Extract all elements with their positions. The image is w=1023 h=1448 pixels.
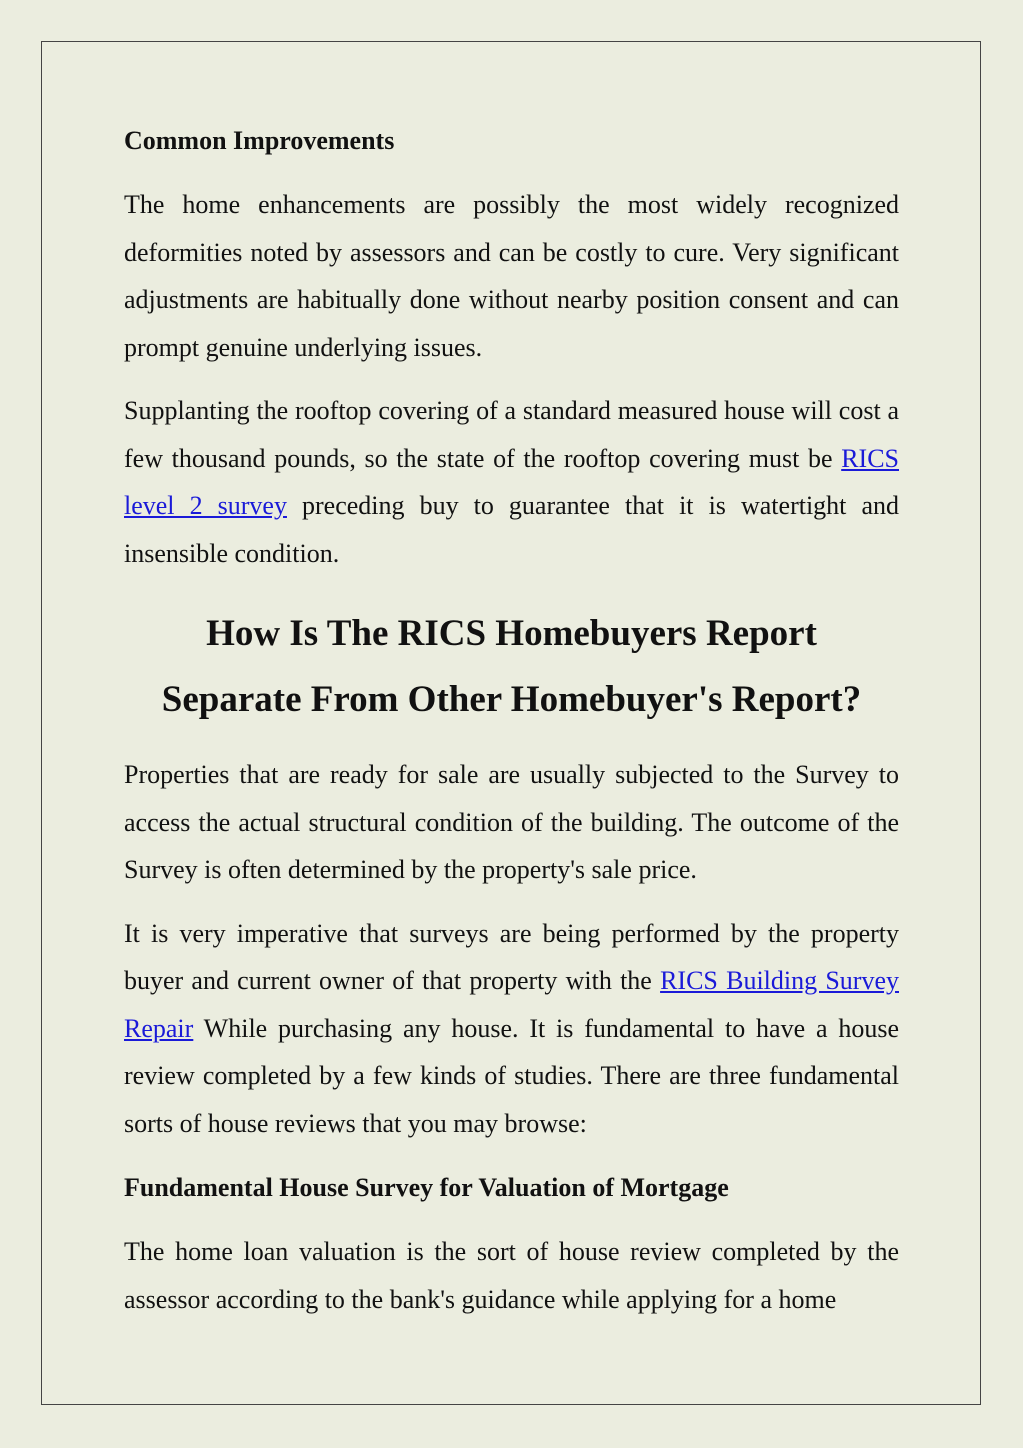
heading-line-1: How Is The RICS Homebuyers Report — [206, 613, 817, 654]
homebuyers-report-heading — [124, 601, 899, 733]
document-body — [124, 118, 899, 1323]
homebuyers-report-paragraph-1: Properties that are ready for sale are usually subjected to the Survey to access the actual structural condition of the building. The outcome of the Survey is often determined by the property's sale price. — [124, 760, 899, 884]
heading-line-2: Separate From Other Homebuyer's Report? — [161, 679, 862, 720]
common-improvements-paragraph-1: The home enhancements are possibly the most widely recognized deformities noted by assessors and can be costly to cure. Very significant adjustments are habitually done without nearby position consent and can prompt genuine underlying issues. — [124, 190, 899, 362]
paragraph-text: preceding buy to guarantee that it is watertight and insensible condition. — [124, 491, 899, 568]
paragraph-text: It is very imperative that surveys are being performed by the property buyer and current owner of that property with the — [124, 918, 899, 995]
paragraph-text: While purchasing any house. It is fundamental to have a house review completed by a few kinds of studies. There are three fundamental sorts of house reviews that you may browse: — [124, 1013, 899, 1138]
common-improvements-paragraph-2 — [124, 387, 899, 577]
mortgage-valuation-heading: Fundamental House Survey for Valuation of Mortgage — [124, 1173, 729, 1202]
common-improvements-heading: Common Improvements — [124, 126, 395, 155]
rics-building-survey-repair-link[interactable]: RICS Building Survey Repair — [124, 966, 899, 1043]
paragraph-text: Supplanting the rooftop covering of a standard measured house will cost a few thousand pounds, so the state of the rooftop covering must be — [124, 396, 899, 473]
mortgage-valuation-paragraph-1: The home loan valuation is the sort of house review completed by the assessor according to the bank's guidance while applying for a home — [124, 1237, 899, 1314]
homebuyers-report-paragraph-2 — [124, 910, 899, 1148]
rics-level-2-survey-link[interactable]: RICS level 2 survey — [124, 443, 899, 520]
